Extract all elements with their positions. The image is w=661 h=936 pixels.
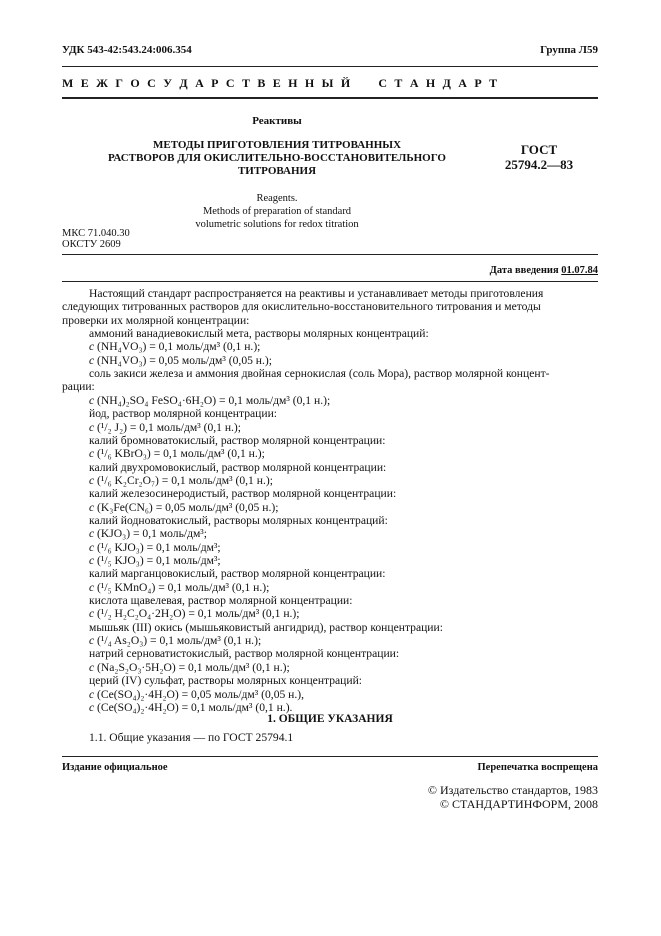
mks-code: МКС 71.040.30 [62, 228, 130, 239]
group-code: Группа Л59 [540, 44, 598, 56]
body-line: c (Na₂S₂O₃·5H₂O) = 0,1 моль/дм³ (0,1 н.); [89, 660, 290, 674]
section-heading: 1. ОБЩИЕ УКАЗАНИЯ [267, 713, 393, 725]
body-line: рации: [62, 380, 95, 394]
body-line: c (KJO₃) = 0,1 моль/дм³; [89, 527, 208, 541]
body-line: йод, раствор молярной концентрации: [89, 407, 277, 421]
body-line: соль закиси железа и аммония двойная сернокислая (соль Мора), раствор молярной концент- [89, 367, 550, 381]
section-item: 1.1. Общие указания — по ГОСТ 25794.1 [89, 731, 294, 744]
body-line: c (¹/₆ K₂Cr₂O₇) = 0,1 моль/дм³ (0,1 н.); [89, 473, 273, 487]
okstu-code: ОКСТУ 2609 [62, 239, 121, 250]
title-line: ТИТРОВАНИЯ [237, 165, 317, 177]
date-label: Дата введения [489, 265, 559, 276]
body-line: калий бромноватокислый, раствор молярной концентрации: [89, 433, 386, 447]
english-line: Reagents. [256, 193, 298, 204]
body-line: c (Ce(SO₄)₂·4H₂O) = 0,1 моль/дм³ (0,1 н.). [89, 700, 293, 714]
body-line: проверки их молярной концентрации: [62, 313, 250, 327]
copyright-line: © СТАНДАРТИНФОРМ, 2008 [439, 796, 598, 811]
body-line: аммоний ванадиевокислый мета, растворы молярных концентраций: [89, 327, 429, 341]
official-edition: Издание официальное [62, 762, 168, 773]
body-line: церий (IV) сульфат, растворы молярных концентраций: [89, 674, 363, 688]
body-line: c (NH₄VO₃) = 0,1 моль/дм³ (0,1 н.); [89, 340, 261, 354]
english-line: Methods of preparation of standard [202, 206, 352, 217]
body-line: c (¹/₆ KBrO₃) = 0,1 моль/дм³ (0,1 н.); [89, 447, 265, 461]
body-line: c (NH₄)₂SO₄ FeSO₄·6H₂O) = 0,1 моль/дм³ (0,1 н.); [89, 393, 331, 407]
top-rule [62, 66, 598, 67]
body-line: калий марганцовокислый, раствор молярной концентрации: [89, 567, 386, 581]
body-line: натрий серноватистокислый, раствор молярной концентрации: [89, 647, 400, 661]
gost-label: ГОСТ [520, 142, 558, 157]
document-title [62, 139, 492, 178]
body-line: калий железосинеродистый, раствор молярной концентрации: [89, 487, 397, 501]
title-line: МЕТОДЫ ПРИГОТОВЛЕНИЯ ТИТРОВАННЫХ [152, 139, 402, 151]
body-line: c (¹/₂ J₂) = 0,1 моль/дм³ (0,1 н.); [89, 420, 242, 434]
copyright-block [428, 784, 598, 811]
classification-codes [62, 228, 130, 250]
reprint-notice: Перепечатка воспрещена [477, 762, 598, 773]
english-title [62, 192, 492, 231]
english-line: volumetric solutions for redox titration [195, 219, 359, 230]
footer-rule [62, 756, 598, 757]
body-line: c (NH₄VO₃) = 0,05 моль/дм³ (0,05 н.); [89, 353, 272, 367]
body-line: мышьяк (III) окись (мышьяковистый ангидрид), раствор концентрации: [89, 620, 443, 634]
body-line: c (¹/₅ KMnO₄) = 0,1 моль/дм³ (0,1 н.); [89, 580, 270, 594]
body-line: калий двухромовокислый, раствор молярной концентрации: [89, 460, 387, 474]
body-line: c (Ce(SO₄)₂·4H₂O) = 0,05 моль/дм³ (0,05 н.), [89, 687, 305, 701]
gost-designation [470, 142, 608, 172]
body-line: Настоящий стандарт распространяется на реактивы и устанавливает методы приготовления [89, 287, 544, 300]
date-value: 01.07.84 [561, 265, 598, 276]
gost-number: 25794.2—83 [504, 157, 574, 172]
udk-code: УДК 543-42:543.24:006.354 [62, 44, 192, 56]
body-line: c (¹/₄ As₂O₃) = 0,1 моль/дм³ (0,1 н.); [89, 634, 262, 648]
introduction-date [490, 265, 598, 276]
body-line: калий йодноватокислый, растворы молярных концентраций: [89, 513, 388, 527]
body-line: следующих титрованных растворов для окислительно-восстановительного титрования и методы [62, 300, 541, 314]
body-line: c (K₃Fe(CN₆) = 0,05 моль/дм³ (0,05 н.); [89, 500, 279, 514]
category-label: Реактивы [252, 115, 302, 127]
copyright-line: © Издательство стандартов, 1983 [427, 783, 598, 797]
body-line: c (¹/₅ KJO₃) = 0,1 моль/дм³; [89, 554, 221, 567]
standard-banner: М Е Ж Г О С У Д А Р С Т В Е Н Н Ы Й С Т А Н Д А Р Т [62, 76, 500, 90]
date-rule [62, 281, 598, 282]
body-line: c (¹/₂ H₂C₂O₄·2H₂O) = 0,1 моль/дм³ (0,1 н.); [89, 607, 300, 621]
banner-rule [62, 97, 598, 99]
body-line: c (¹/₆ KJO₃) = 0,1 моль/дм³; [89, 540, 221, 554]
title-line: РАСТВОРОВ ДЛЯ ОКИСЛИТЕЛЬНО-ВОССТАНОВИТЕЛЬНОГО [108, 152, 446, 164]
body-line: кислота щавелевая, раствор молярной концентрации: [89, 594, 353, 608]
title-rule [62, 254, 598, 255]
